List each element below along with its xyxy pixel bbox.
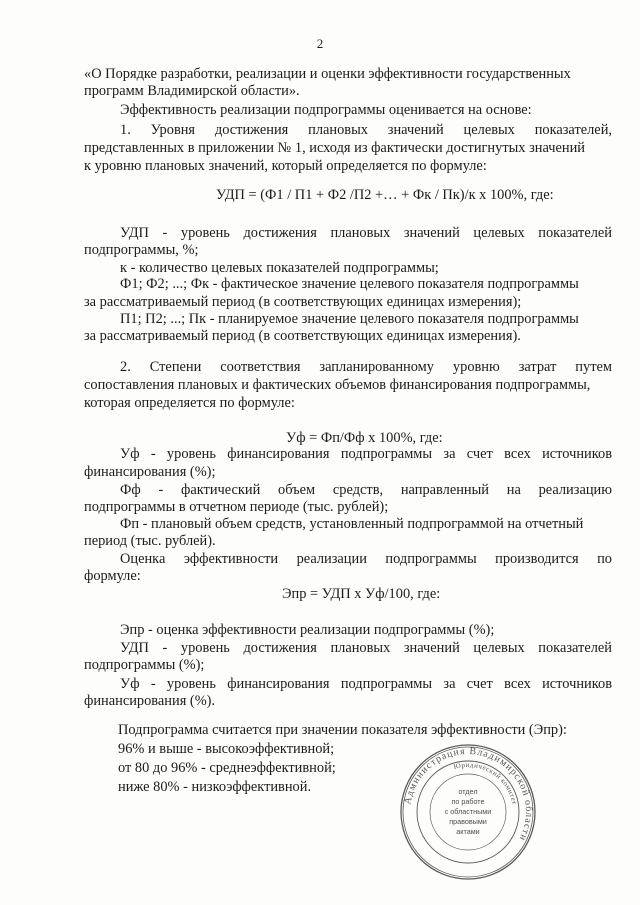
text-line: Эпр - оценка эффективности реализации подпрограммы (%); (120, 622, 495, 638)
text-line: период (тыс. рублей). (84, 533, 216, 549)
text-line: Эффективность реализации подпрограммы оценивается на основе: (120, 102, 532, 118)
stamp-center-line: отдел (458, 787, 478, 796)
text-line: подпрограммы в отчетном периоде (тыс. рублей); (84, 499, 389, 515)
stamp-center-line: по работе (451, 797, 485, 806)
stamp-outer-text: Администрация Владимирской области (402, 745, 535, 844)
text-line: Оценка эффективности реализации подпрограммы производится по (120, 551, 612, 567)
formula-uf: Уф = Фп/Фф х 100%, где: (286, 430, 443, 446)
text-line: представленных в приложении № 1, исходя из фактически достигнутых значений (84, 140, 586, 156)
formula-udp: УДП = (Ф1 / П1 + Ф2 /П2 +… + Фк / Пк)/к х 100%, где: (216, 187, 554, 203)
text-line: программ Владимирской области». (84, 83, 300, 99)
text-line: к уровню плановых значений, который определяется по формуле: (84, 158, 487, 174)
text-line: формуле: (84, 568, 141, 584)
stamp-center-line: с областными (444, 807, 492, 816)
text-line: Ф1; Ф2; ...; Фк - фактическое значение целевого показателя подпрограммы (120, 276, 579, 292)
text-line: 96% и выше - высокоэффективной; (118, 741, 335, 757)
official-stamp (398, 742, 538, 882)
text-line: Фп - плановый объем средств, установленный подпрограммой на отчетный (120, 516, 584, 532)
text-line: ниже 80% - низкоэффективной. (118, 779, 312, 795)
text-line: финансирования (%). (84, 693, 216, 709)
text-line: Подпрограмма считается при значении показателя эффективности (Эпр): (118, 722, 567, 738)
text-line: П1; П2; ...; Пк - планируемое значение целевого показателя подпрограммы (120, 311, 579, 327)
text-line: УДП - уровень достижения плановых значений целевых показателей (120, 225, 612, 241)
text-line: от 80 до 96% - среднеэффективной; (118, 760, 336, 776)
text-line: Уф - уровень финансирования подпрограммы за счет всех источников (120, 446, 612, 462)
text-line: «О Порядке разработки, реализации и оценки эффективности государственных (84, 66, 571, 82)
text-line: Уф - уровень финансирования подпрограммы за счет всех источников (120, 676, 612, 692)
text-line: к - количество целевых показателей подпрограммы; (120, 260, 439, 276)
text-line: финансирования (%); (84, 464, 216, 480)
text-line: сопоставления плановых и фактических объемов финансирования подпрограммы, (84, 377, 591, 393)
stamp-center-line: правовыми (449, 817, 487, 826)
text-line: подпрограммы (%); (84, 657, 205, 673)
stamp-center-line: актами (456, 827, 480, 836)
stamp-inner-text: Юридический комитет (452, 760, 519, 806)
text-line: за рассматриваемый период (в соответствующих единицах измерения); (84, 294, 522, 310)
text-line: 1. Уровня достижения плановых значений целевых показателей, (120, 122, 612, 138)
text-line: 2. Степени соответствия запланированному уровню затрат путем (120, 359, 612, 375)
text-line: УДП - уровень достижения плановых значений целевых показателей (120, 640, 612, 656)
text-line: за рассматриваемый период (в соответствующих единицах измерения). (84, 328, 521, 344)
text-line: подпрограммы, %; (84, 242, 199, 258)
page-number: 2 (316, 36, 324, 51)
formula-epr: Эпр = УДП х Уф/100, где: (282, 586, 441, 602)
text-line: которая определяется по формуле: (84, 395, 295, 411)
text-line: Фф - фактический объем средств, направленный на реализацию (120, 482, 612, 498)
